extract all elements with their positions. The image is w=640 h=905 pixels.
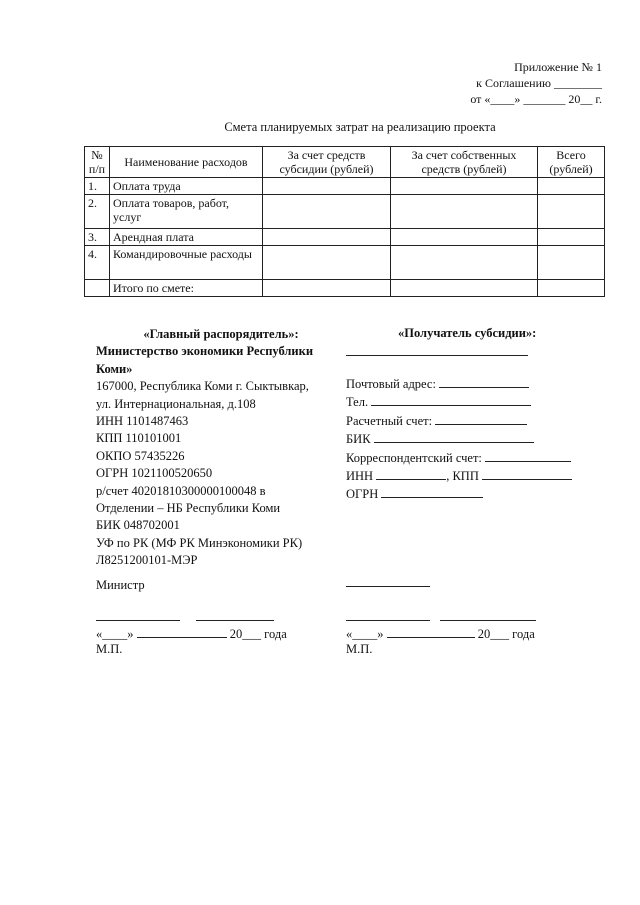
grantor-date [96, 625, 287, 642]
row-own [391, 246, 538, 280]
row-name: Арендная плата [110, 229, 263, 246]
recipient-position-line [346, 586, 430, 587]
grantor-account: р/счет 40201810300000100048 в [96, 483, 266, 498]
row-subsidy [263, 229, 391, 246]
total-own [391, 280, 538, 297]
recipient-account-line [435, 412, 527, 425]
recipient-seal: М.П. [346, 642, 373, 656]
row-subsidy [263, 246, 391, 280]
recipient-ogrn-line [381, 485, 483, 498]
grantor-org-line2: Коми» [96, 361, 133, 376]
row-name: Командировочные расходы [110, 246, 263, 280]
row-own [391, 229, 538, 246]
recipient-ogrn-row [346, 485, 606, 503]
grantor-bik: БИК 048702001 [96, 518, 180, 533]
row-subsidy [263, 178, 391, 195]
recipient-postal-row [346, 375, 606, 393]
grantor-heading: «Главный распорядитель»: [143, 327, 299, 341]
table-row [85, 246, 605, 280]
estimate-table [84, 146, 605, 297]
recipient-kpp-line [482, 467, 572, 480]
header-total: Всего (рублей) [538, 147, 605, 178]
header-subsidy: За счет средств субсидии (рублей) [263, 147, 391, 178]
grantor-block [96, 326, 336, 570]
grantor-bank: Отделении – НБ Республики Коми [96, 501, 281, 516]
recipient-corr-row [346, 449, 606, 467]
recipient-block [346, 375, 606, 504]
recipient-heading: «Получатель субсидии»: [398, 326, 537, 340]
total-label: Итого по смете: [110, 280, 263, 297]
grantor-seal: М.П. [96, 642, 123, 656]
recipient-postal-line [439, 375, 529, 388]
grantor-address: 167000, Республика Коми г. Сыктывкар, [96, 379, 309, 394]
row-no: 1. [85, 178, 110, 195]
grantor-signer: Министр [96, 578, 145, 592]
recipient-date-year: 20___ года [477, 627, 535, 641]
row-subsidy [263, 195, 391, 229]
row-no: 3. [85, 229, 110, 246]
recipient-name-line [346, 355, 528, 356]
grantor-ogrn: ОГРН 1021100520650 [96, 466, 213, 481]
recipient-inn-kpp-row: ИНН , КПП [346, 467, 606, 485]
row-total [538, 195, 605, 229]
grantor-okpo: ОКПО 57435226 [96, 448, 185, 463]
total-subsidy [263, 280, 391, 297]
row-own [391, 195, 538, 229]
grantor-uf: УФ по РК (МФ РК Минэкономики РК) [96, 535, 303, 550]
recipient-account-row [346, 412, 606, 430]
row-name: Оплата товаров, работ, услуг [110, 195, 263, 229]
row-total [538, 246, 605, 280]
appendix-agreement: к Соглашению ________ [476, 76, 602, 90]
recipient-bik-line [374, 430, 534, 443]
grantor-street: ул. Интернациональная, д.108 [96, 396, 256, 411]
table-total-row [85, 280, 605, 297]
grantor-kpp: КПП 110101001 [96, 431, 182, 446]
grantor-date-month-line [137, 625, 227, 638]
grantor-date-year: 20___ года [229, 627, 287, 641]
table-row [85, 178, 605, 195]
table-row [85, 229, 605, 246]
header-no: № п/п [85, 147, 110, 178]
grantor-org-line1: Министерство экономики Республики [96, 344, 314, 359]
row-name: Оплата труда [110, 178, 263, 195]
appendix-date: от «____» _______ 20__ г. [470, 92, 602, 106]
row-total [538, 229, 605, 246]
grantor-inn: ИНН 1101487463 [96, 414, 189, 429]
row-total [538, 178, 605, 195]
recipient-phone-label: Тел. [346, 395, 369, 410]
recipient-inn-label: ИНН [346, 469, 374, 484]
table-row [85, 195, 605, 229]
recipient-date-month-line [387, 625, 475, 638]
recipient-date [346, 625, 535, 642]
table-header-row [85, 147, 605, 178]
total-no [85, 280, 110, 297]
grantor-signature-line [96, 620, 180, 621]
recipient-bik-label: БИК [346, 432, 371, 447]
recipient-account-label: Расчетный счет: [346, 413, 433, 428]
recipient-kpp-label: КПП [452, 469, 479, 484]
row-no: 2. [85, 195, 110, 229]
recipient-postal-label: Почтовый адрес: [346, 377, 436, 391]
recipient-corr-line [485, 449, 571, 462]
recipient-fullname-line [440, 620, 536, 621]
recipient-date-open: «____» [346, 627, 384, 641]
total-sum [538, 280, 605, 297]
row-own [391, 178, 538, 195]
recipient-bik-row [346, 430, 606, 448]
appendix-number: Приложение № 1 [514, 60, 602, 74]
row-no: 4. [85, 246, 110, 280]
recipient-phone-line [371, 393, 531, 406]
grantor-name-line [196, 620, 274, 621]
recipient-ogrn-label: ОГРН [346, 487, 379, 502]
header-name: Наименование расходов [110, 147, 263, 178]
recipient-signature-line [346, 620, 430, 621]
recipient-corr-label: Корреспондентский счет: [346, 450, 482, 465]
recipient-inn-line [376, 467, 446, 480]
grantor-date-open: «____» [96, 627, 134, 641]
grantor-ls: Л8251200101-МЭР [96, 553, 198, 568]
document-title: Смета планируемых затрат на реализацию проекта [224, 120, 496, 134]
recipient-phone-row [346, 393, 606, 411]
header-own: За счет собственных средств (рублей) [391, 147, 538, 178]
